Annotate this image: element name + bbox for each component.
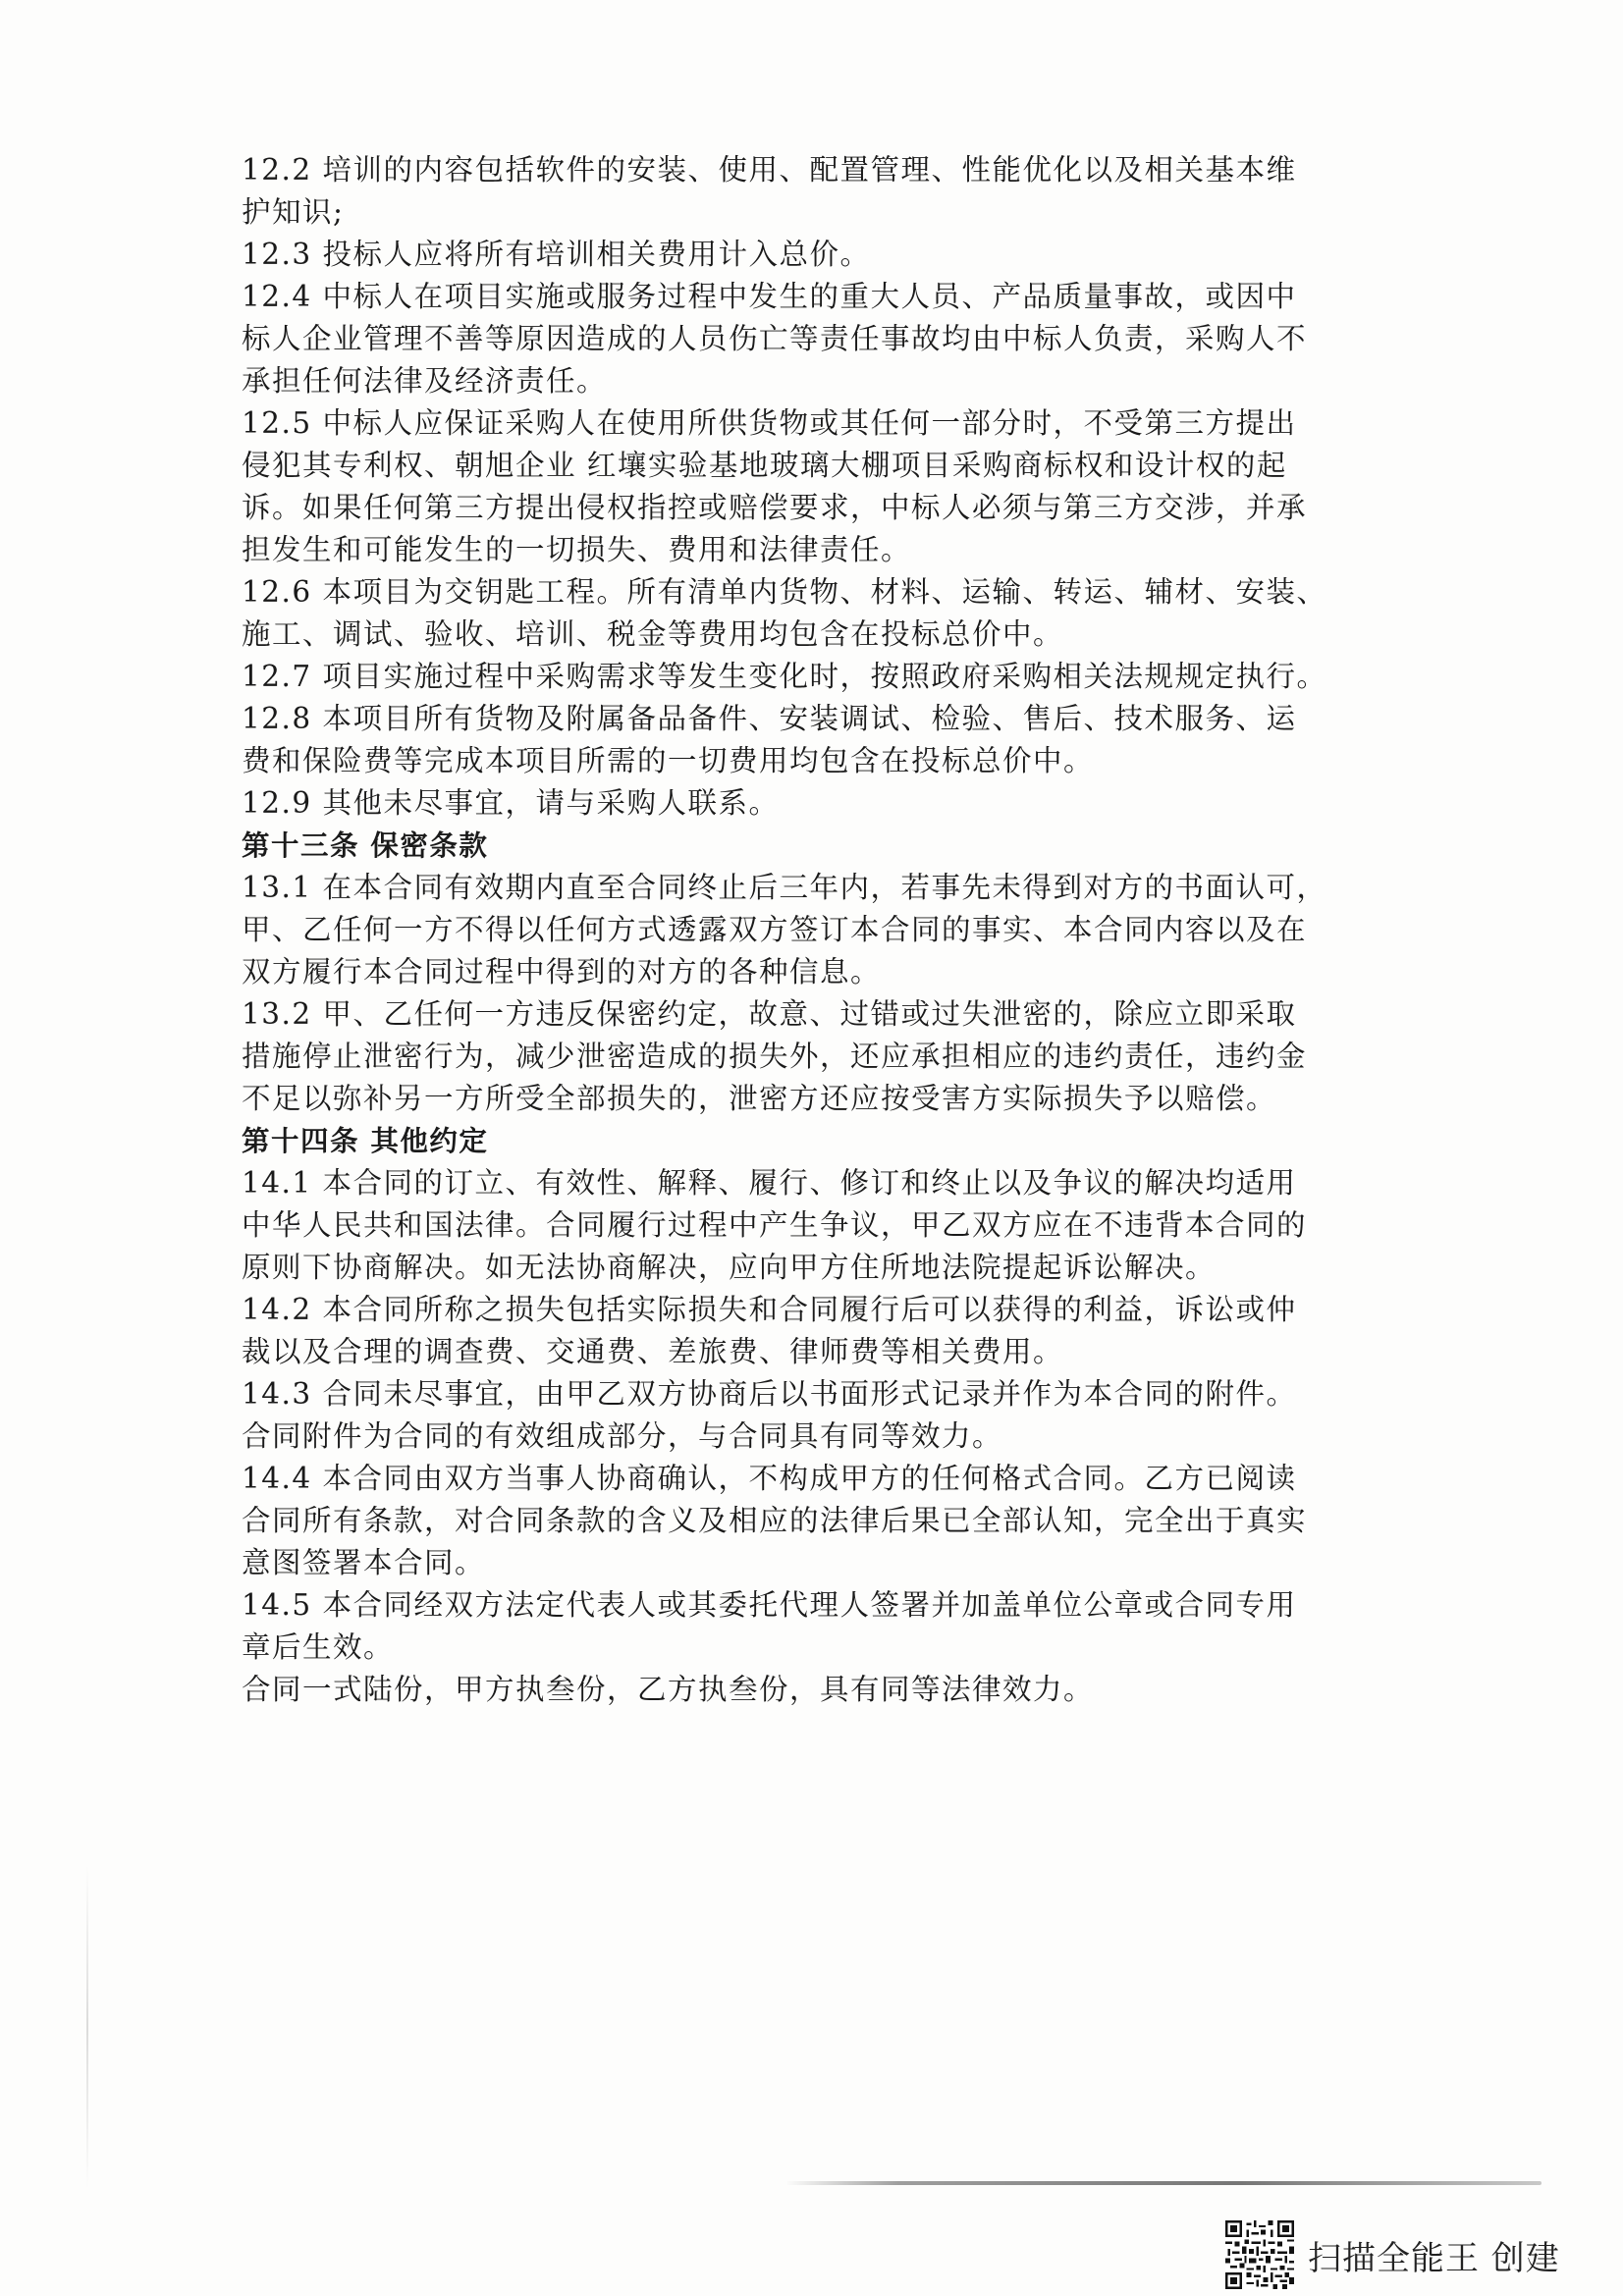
section-heading (242, 825, 1322, 867)
text-line: 合同附件为合同的有效组成部分，与合同具有同等效力。 (242, 1419, 1003, 1453)
clause-paragraph (242, 571, 1327, 656)
clause-paragraph (242, 402, 1322, 571)
text-line: 侵犯其专利权、朝旭企业 红壤实验基地玻璃大棚项目采购商标权和设计权的起 (242, 449, 1287, 482)
clause-paragraph (242, 698, 1322, 782)
text-line: 承担任何法律及经济责任。 (242, 364, 608, 398)
text-line: 费和保险费等完成本项目所需的一切费用均包含在投标总价中。 (242, 744, 1095, 777)
text-line: 13.2 甲、乙任何一方违反保密约定，故意、过错或过失泄密的，除应立即采取 (242, 997, 1297, 1031)
clause-paragraph (242, 1458, 1322, 1584)
qr-code-icon (1225, 2220, 1294, 2289)
text-line: 施工、调试、验收、培训、税金等费用均包含在投标总价中。 (242, 617, 1064, 651)
text-line: 12.7 项目实施过程中采购需求等发生变化时，按照政府采购相关法规规定执行。 (242, 660, 1327, 693)
text-line: 合同一式陆份，甲方执叁份，乙方执叁份，具有同等法律效力。 (242, 1673, 1095, 1706)
clause-paragraph (242, 1584, 1322, 1669)
text-line: 中华人民共和国法律。合同履行过程中产生争议，甲乙双方应在不违背本合同的 (242, 1208, 1308, 1242)
clause-paragraph (242, 782, 1322, 825)
text-line: 14.3 合同未尽事宜，由甲乙双方协商后以书面形式记录并作为本合同的附件。 (242, 1377, 1297, 1411)
text-line: 甲、乙任何一方不得以任何方式透露双方签订本合同的事实、本合同内容以及在 (242, 913, 1308, 946)
text-line: 双方履行本合同过程中得到的对方的各种信息。 (242, 955, 882, 988)
text-line: 护知识; (242, 195, 345, 229)
clause-paragraph (242, 656, 1327, 698)
text-line: 第十三条 保密条款 (242, 829, 489, 862)
text-line: 诉。如果任何第三方提出侵权指控或赔偿要求，中标人必须与第三方交涉，并承 (242, 491, 1308, 524)
text-line: 12.6 本项目为交钥匙工程。所有清单内货物、材料、运输、转运、辅材、安装、 (242, 575, 1327, 609)
clause-paragraph (242, 993, 1322, 1120)
text-line: 12.9 其他未尽事宜，请与采购人联系。 (242, 786, 780, 820)
scanner-watermark (1225, 2220, 1560, 2289)
text-line: 14.5 本合同经双方法定代表人或其委托代理人签署并加盖单位公章或合同专用 (242, 1588, 1297, 1622)
text-line: 14.4 本合同由双方当事人协商确认，不构成甲方的任何格式合同。乙方已阅读 (242, 1462, 1297, 1495)
scan-edge-shadow (86, 1865, 88, 2189)
text-line: 12.3 投标人应将所有培训相关费用计入总价。 (242, 238, 871, 271)
text-line: 章后生效。 (242, 1630, 395, 1664)
clause-paragraph (242, 1373, 1322, 1458)
text-line: 14.2 本合同所称之损失包括实际损失和合同履行后可以获得的利益，诉讼或仲 (242, 1293, 1297, 1326)
text-line: 12.5 中标人应保证采购人在使用所供货物或其任何一部分时，不受第三方提出 (242, 406, 1297, 440)
clause-paragraph (242, 1289, 1322, 1373)
clause-paragraph (242, 276, 1322, 402)
text-line: 措施停止泄密行为，减少泄密造成的损失外，还应承担相应的违约责任，违约金 (242, 1040, 1308, 1073)
text-line: 裁以及合理的调查费、交通费、差旅费、律师费等相关费用。 (242, 1335, 1064, 1368)
text-line: 担发生和可能发生的一切损失、费用和法律责任。 (242, 533, 912, 566)
text-line: 第十四条 其他约定 (242, 1125, 489, 1157)
clause-paragraph (242, 1669, 1322, 1711)
text-line: 不足以弥补另一方所受全部损失的，泄密方还应按受害方实际损失予以赔偿。 (242, 1082, 1277, 1115)
clause-paragraph (242, 1162, 1322, 1289)
watermark-text: 扫描全能王 创建 (1308, 2238, 1560, 2278)
clause-paragraph (242, 867, 1327, 993)
text-line: 12.4 中标人在项目实施或服务过程中发生的重大人员、产品质量事故，或因中 (242, 280, 1297, 313)
document-body (242, 149, 1327, 1711)
text-line: 原则下协商解决。如无法协商解决，应向甲方住所地法院提起诉讼解决。 (242, 1251, 1217, 1284)
text-line: 标人企业管理不善等原因造成的人员伤亡等责任事故均由中标人负责，采购人不 (242, 322, 1308, 355)
scan-artifact-line (785, 2181, 1542, 2185)
text-line: 合同所有条款，对合同条款的含义及相应的法律后果已全部认知，完全出于真实 (242, 1504, 1308, 1537)
text-line: 12.2 培训的内容包括软件的安装、使用、配置管理、性能优化以及相关基本维 (242, 153, 1297, 187)
text-line: 12.8 本项目所有货物及附属备品备件、安装调试、检验、售后、技术服务、运 (242, 702, 1297, 735)
clause-paragraph (242, 234, 1322, 276)
clause-paragraph (242, 149, 1322, 234)
text-line: 意图签署本合同。 (242, 1546, 486, 1579)
text-line: 13.1 在本合同有效期内直至合同终止后三年内，若事先未得到对方的书面认可， (242, 871, 1327, 904)
section-heading (242, 1120, 1322, 1162)
text-line: 14.1 本合同的订立、有效性、解释、履行、修订和终止以及争议的解决均适用 (242, 1166, 1297, 1200)
